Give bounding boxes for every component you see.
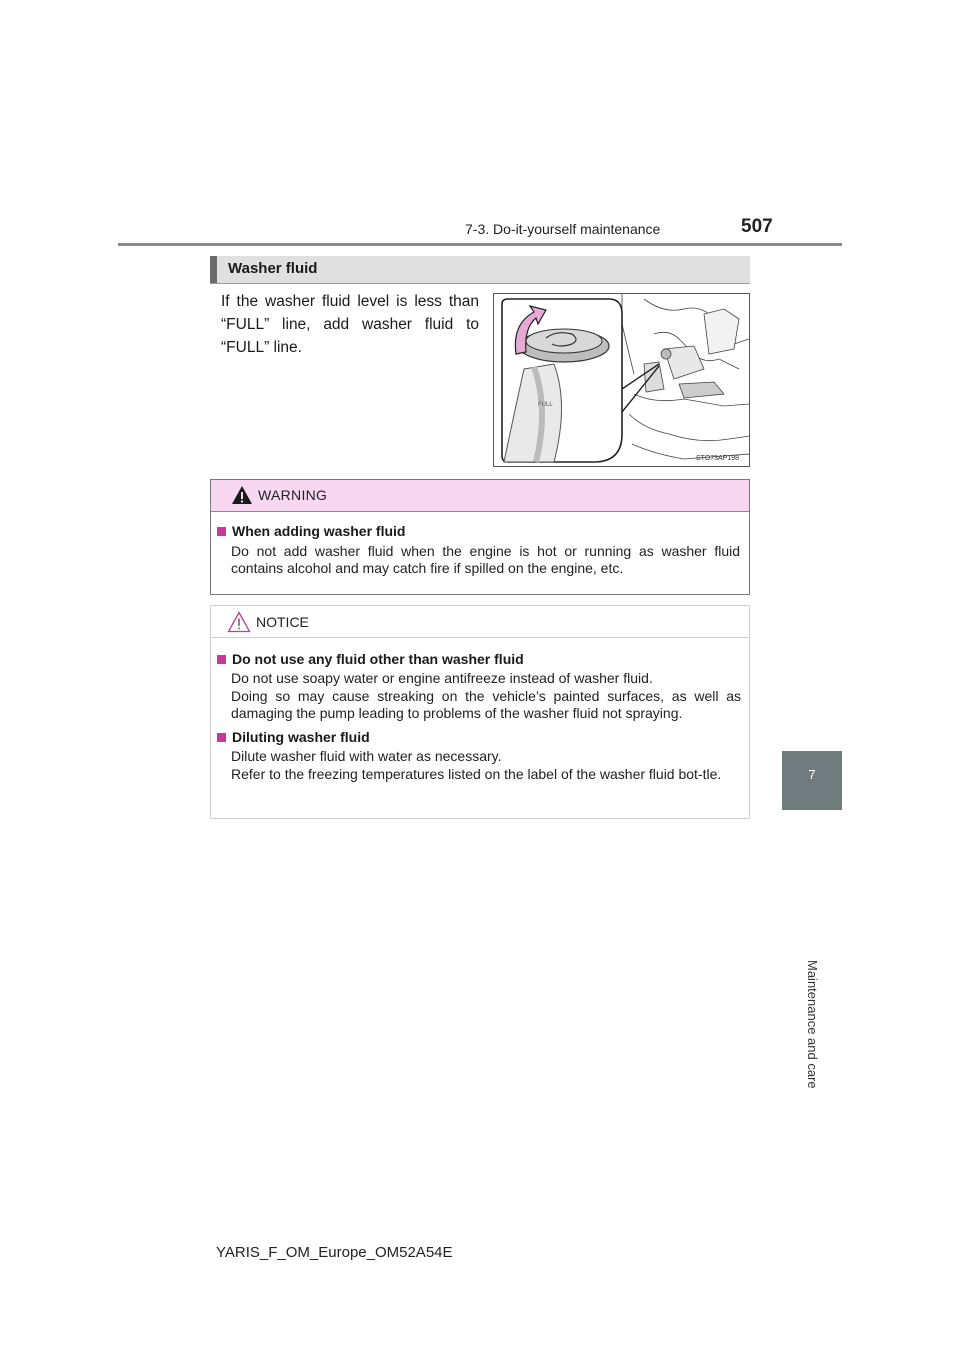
- notice-box: [210, 605, 750, 819]
- warning-item-heading: [217, 523, 405, 539]
- chapter-tab: [782, 751, 842, 810]
- notice-item-body-line: Doing so may cause streaking on the vehicle’s painted surfaces, as well as damaging the pump leading to problems of the washer fluid not spraying.: [231, 688, 741, 721]
- section-breadcrumb: 7-3. Do-it-yourself maintenance: [465, 221, 661, 237]
- warning-item-body: Do not add washer fluid when the engine is hot or running as washer fluid contains alcohol and may catch fire if spilled on the engine, etc.: [231, 543, 740, 576]
- notice-item-body-line: Refer to the freezing temperatures listed on the label of the washer fluid bot-tle.: [231, 766, 722, 782]
- washer-fluid-illustration: [493, 293, 750, 467]
- warning-triangle-icon: [231, 485, 253, 505]
- washer-tank-drawing: [494, 294, 750, 467]
- bullet-square-icon: [217, 655, 226, 664]
- notice-item-heading: [217, 651, 524, 667]
- caution-triangle-icon: [227, 611, 251, 633]
- bullet-square-icon: [217, 527, 226, 536]
- warning-box: [210, 479, 750, 595]
- warning-title: WARNING: [258, 487, 328, 503]
- notice-item-heading-text: Diluting washer fluid: [232, 729, 370, 745]
- section-title: Washer fluid: [228, 260, 318, 277]
- notice-item-heading-text: Do not use any fluid other than washer fluid: [232, 651, 524, 667]
- notice-item-heading: [217, 729, 370, 745]
- section-heading: [210, 256, 750, 284]
- intro-paragraph: If the washer fluid level is less than “FULL” line, add washer fluid to “FULL” line.: [221, 293, 479, 356]
- full-line-label: FULL: [538, 402, 553, 408]
- header-rule: [118, 243, 842, 246]
- chapter-title: Maintenance and care: [805, 960, 820, 1089]
- section-heading-rule: [210, 283, 750, 284]
- page-number: 507: [741, 216, 773, 237]
- notice-header: [211, 606, 749, 638]
- notice-title: NOTICE: [256, 614, 309, 630]
- warning-item-heading-text: When adding washer fluid: [232, 523, 406, 539]
- bullet-square-icon: [217, 733, 226, 742]
- document-code: YARIS_F_OM_Europe_OM52A54E: [216, 1244, 453, 1261]
- notice-item-body-line: Do not use soapy water or engine antifreeze instead of washer fluid.: [231, 670, 653, 686]
- notice-item-body-line: Dilute washer fluid with water as necessary.: [231, 748, 502, 764]
- illustration-code: STO73AP198: [696, 455, 740, 462]
- chapter-number: 7: [808, 767, 816, 782]
- warning-header: [211, 480, 749, 512]
